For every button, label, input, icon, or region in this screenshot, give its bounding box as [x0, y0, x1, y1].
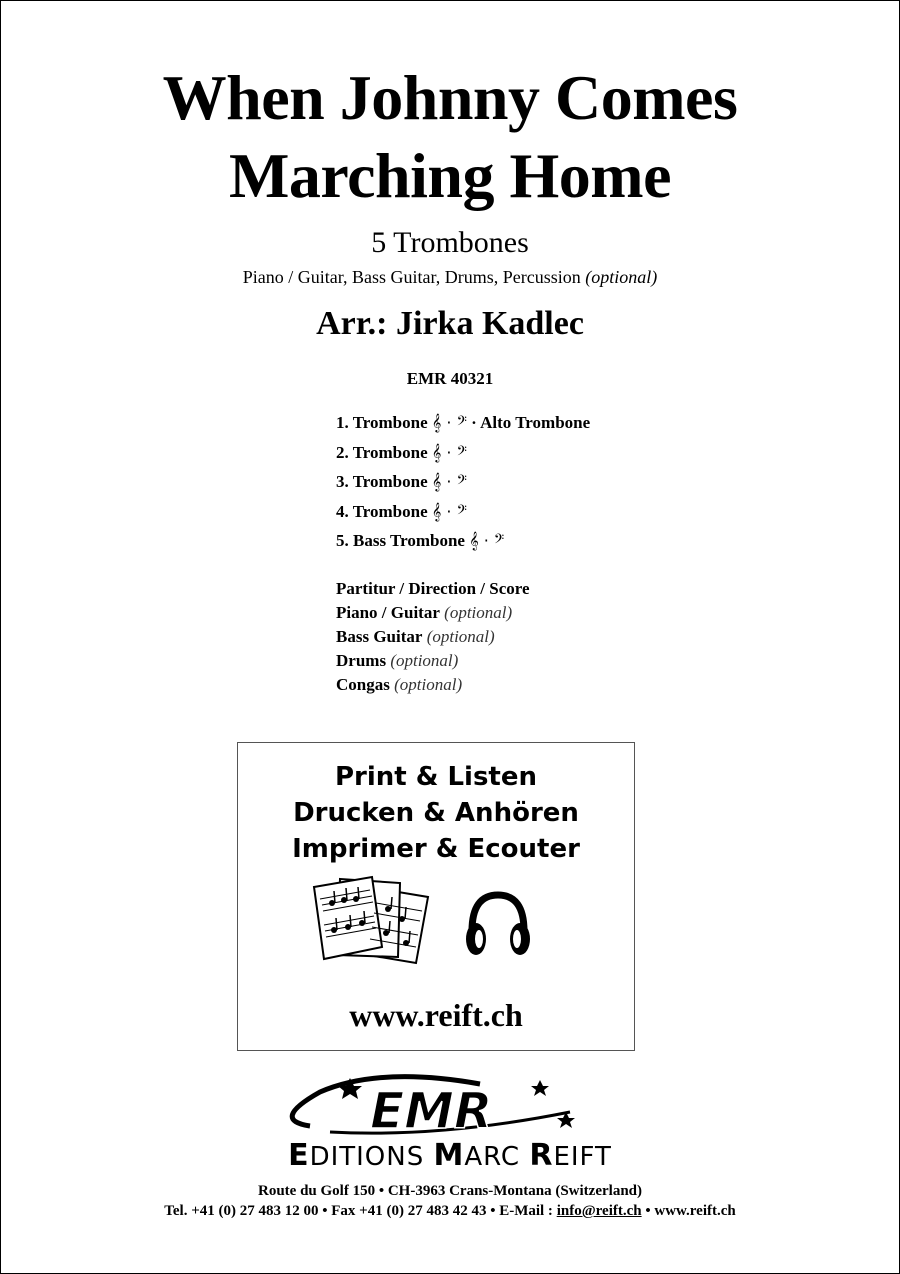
publisher-name-initial: E — [288, 1138, 310, 1173]
arranger: Arr.: Jirka Kadlec — [316, 305, 584, 342]
emr-logo-icon — [240, 1072, 660, 1142]
publisher-name-rest: DITIONS — [309, 1142, 434, 1172]
part-label: 5. Bass Trombone — [336, 531, 465, 550]
publisher-name-rest: EIFT — [553, 1142, 612, 1172]
part-extra: · Alto Trombone — [471, 413, 591, 432]
promo-icons — [310, 873, 534, 970]
publisher-contact — [0, 1201, 900, 1221]
extra-note: (optional) — [444, 603, 513, 622]
part-label: 4. Trombone — [336, 501, 428, 521]
part-item — [336, 499, 590, 529]
part-label: 1. Trombone — [336, 413, 428, 432]
publisher-address: Route du Golf 150 • CH-3963 Crans-Montana (Switzerland) — [258, 1183, 642, 1199]
clef-icon: 𝄞 · 𝄢 — [431, 413, 467, 432]
clef-icon: 𝄞 · 𝄢 — [431, 501, 467, 521]
publisher-name — [0, 1138, 900, 1173]
instrument-list-main: Piano / Guitar, Bass Guitar, Drums, Percussion — [242, 267, 581, 287]
clef-icon: 𝄞 · 𝄢 — [431, 472, 467, 491]
clef-icon: 𝄞 · 𝄢 — [431, 442, 467, 462]
extra-name: Congas — [336, 675, 390, 694]
extra-name: Drums — [336, 651, 387, 670]
instrument-list-optional: (optional) — [585, 267, 658, 287]
svg-text:EMR: EMR — [370, 1082, 493, 1140]
sheet-music-icon — [310, 873, 440, 965]
title-line-2: Marching Home — [228, 140, 672, 211]
promo-line-2: Drucken & Anhören — [293, 798, 579, 828]
extra-note: (optional) — [390, 651, 459, 670]
extra-item — [336, 578, 530, 602]
emr-logo — [240, 1072, 660, 1147]
headphones-icon — [462, 885, 534, 965]
extra-item — [336, 602, 530, 626]
promo-line-1: Print & Listen — [334, 762, 538, 792]
clef-icon: 𝄞 · 𝄢 — [469, 531, 505, 550]
publisher-name-initial: M — [433, 1138, 465, 1173]
extra-name: Bass Guitar — [336, 627, 423, 646]
title-line-1: When Johnny Comes — [162, 62, 738, 133]
extras-list — [336, 578, 530, 698]
extra-note: (optional) — [394, 675, 463, 694]
contact-email-link[interactable]: info@reift.ch — [556, 1203, 642, 1219]
part-item — [336, 410, 590, 440]
subtitle: 5 Trombones — [371, 226, 529, 259]
part-item — [336, 469, 590, 499]
part-item — [336, 528, 590, 558]
publisher-name-initial: R — [529, 1138, 554, 1173]
publisher-name-rest: ARC — [464, 1142, 530, 1172]
contact-website: • www.reift.ch — [641, 1203, 736, 1219]
extra-item — [336, 626, 530, 650]
parts-list — [336, 410, 590, 558]
extra-item — [336, 650, 530, 674]
contact-phone-fax: Tel. +41 (0) 27 483 12 00 • Fax +41 (0) 27 483 42 43 • E-Mail : — [164, 1203, 557, 1219]
print-listen-box — [237, 742, 635, 1051]
promo-url[interactable]: www.reift.ch — [349, 997, 523, 1033]
extra-item — [336, 674, 530, 698]
part-label: 2. Trombone — [336, 442, 428, 462]
extra-note: (optional) — [426, 627, 495, 646]
part-label: 3. Trombone — [336, 472, 428, 491]
extra-name: Partitur / Direction / Score — [336, 579, 530, 598]
extra-name: Piano / Guitar — [336, 603, 440, 622]
promo-line-3: Imprimer & Ecouter — [292, 834, 580, 864]
catalog-number: EMR 40321 — [406, 369, 494, 388]
instrument-list — [0, 266, 900, 288]
part-item — [336, 440, 590, 470]
